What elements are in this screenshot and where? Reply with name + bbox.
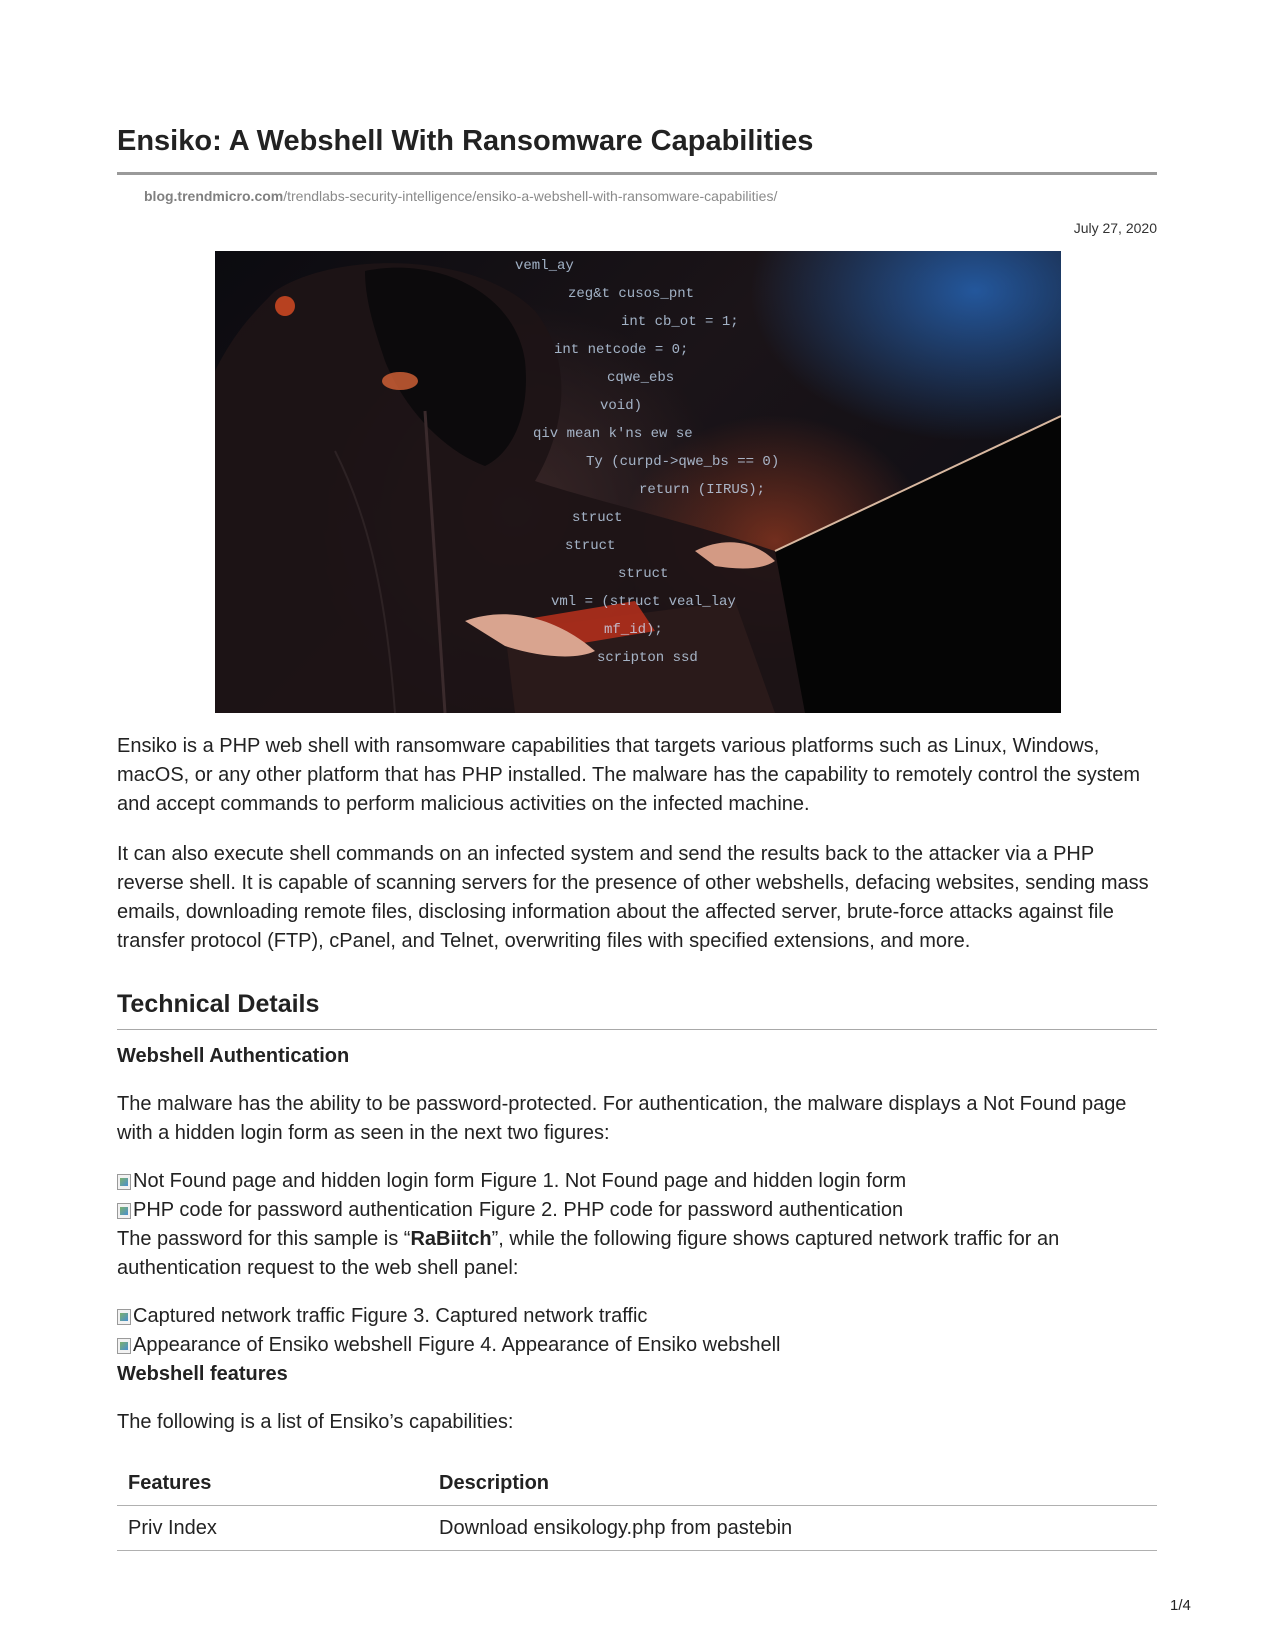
intro-paragraph-1: Ensiko is a PHP web shell with ransomware capabilities that targets various platforms such as Linux, Windows, macOS, or any other platform that has PHP installed. The malware has the capability to remotely control the system and accept commands to perform malicious activities on the infected machine. <box>117 735 1141 815</box>
hero-code-line: struct <box>572 510 623 526</box>
hero-code-line: struct <box>618 566 669 582</box>
broken-image-icon <box>117 1203 131 1219</box>
table-row <box>117 1506 1157 1551</box>
table-cell-description: Download ensikology.php from pastebin <box>428 1506 1157 1551</box>
hero-code-line: qiv mean k'ns ew se <box>533 426 693 442</box>
password-value: RaBiitch <box>410 1228 492 1250</box>
hero-code-line: scripton ssd <box>597 650 698 666</box>
figure-1 <box>117 1167 1157 1196</box>
figure-caption: Figure 4. Appearance of Ensiko webshell <box>418 1334 781 1356</box>
broken-image-4 <box>117 1331 412 1360</box>
url-domain[interactable]: blog.trendmicro.com <box>144 188 284 204</box>
figure-list-2 <box>117 1302 1157 1360</box>
hero-code-line: zeg&t cusos_pnt <box>568 286 695 302</box>
column-header-description: Description <box>428 1463 1157 1506</box>
page-number: 1/4 <box>1170 1597 1191 1614</box>
hero-code-line: cqwe_ebs <box>607 370 675 386</box>
broken-image-icon <box>117 1309 131 1325</box>
figure-2 <box>117 1196 1157 1225</box>
article-content <box>117 118 1157 1551</box>
section-divider <box>117 1029 1157 1030</box>
features-table <box>117 1463 1157 1551</box>
url-path[interactable]: /trendlabs-security-intelligence/ensiko-a-webshell-with-ransomware-capabilities/ <box>283 188 778 204</box>
figure-caption: Figure 1. Not Found page and hidden login form <box>480 1170 907 1192</box>
figure-caption: Figure 2. PHP code for password authentication <box>478 1199 904 1221</box>
password-pre-text: The password for this sample is “ <box>117 1228 411 1250</box>
image-alt-text: Captured network traffic <box>133 1305 345 1327</box>
hero-code-line: return (IIRUS); <box>639 482 766 498</box>
broken-image-3 <box>117 1302 345 1331</box>
hero-code-line: Ty (curpd->qwe_bs == 0) <box>586 454 780 470</box>
broken-image-1 <box>117 1167 474 1196</box>
hero-code-line: struct <box>565 538 616 554</box>
column-header-features: Features <box>117 1463 428 1506</box>
section-heading: Technical Details <box>117 990 320 1018</box>
features-intro: The following is a list of Ensiko’s capabilities: <box>117 1411 514 1433</box>
hero-code-line: vml = (struct veal_lay <box>551 594 736 610</box>
figure-caption: Figure 3. Captured network traffic <box>350 1305 648 1327</box>
figure-4 <box>117 1331 1157 1360</box>
password-paragraph <box>117 1225 1157 1283</box>
subheading-features: Webshell features <box>117 1363 288 1385</box>
subheading-authentication: Webshell Authentication <box>117 1045 350 1067</box>
broken-image-icon <box>117 1174 131 1190</box>
broken-image-2 <box>117 1196 473 1225</box>
article-title: Ensiko: A Webshell With Ransomware Capabilities <box>117 125 814 157</box>
authentication-paragraph: The malware has the ability to be password-protected. For authentication, the malware displays a Not Found page with a hidden login form as seen in the next two figures: <box>117 1093 1127 1144</box>
hero-code-line: int netcode = 0; <box>554 342 689 358</box>
hero-image <box>215 251 1061 713</box>
image-alt-text: Not Found page and hidden login form <box>133 1170 475 1192</box>
hero-code-line: int cb_ot = 1; <box>621 314 739 330</box>
hero-code-line: mf_id); <box>604 622 663 638</box>
hero-code-line: veml_ay <box>515 258 574 274</box>
publish-date: July 27, 2020 <box>1073 220 1157 236</box>
table-cell-feature: Priv Index <box>117 1506 428 1551</box>
image-alt-text: Appearance of Ensiko webshell <box>133 1334 413 1356</box>
hero-illustration <box>215 251 1061 713</box>
figure-3 <box>117 1302 1157 1331</box>
source-url[interactable] <box>144 187 1157 205</box>
broken-image-icon <box>117 1338 131 1354</box>
figure-list-1 <box>117 1167 1157 1225</box>
password-post-text: ”, while the following figure shows captured network traffic for an authentication request to the web shell panel: <box>117 1228 1060 1279</box>
intro-paragraph-2: It can also execute shell commands on an infected system and send the results back to the attacker via a PHP reverse shell. It is capable of scanning servers for the presence of other webshells, defacing websites, sending mass emails, downloading remote files, disclosing information about the affected server, brute-force attacks against file transfer protocol (FTP), cPanel, and Telnet, overwriting files with specified extensions, and more. <box>117 843 1149 952</box>
table-header-row <box>117 1463 1157 1506</box>
image-alt-text: PHP code for password authentication <box>133 1199 473 1221</box>
hero-code-line: void) <box>600 398 643 414</box>
title-divider <box>117 172 1157 175</box>
